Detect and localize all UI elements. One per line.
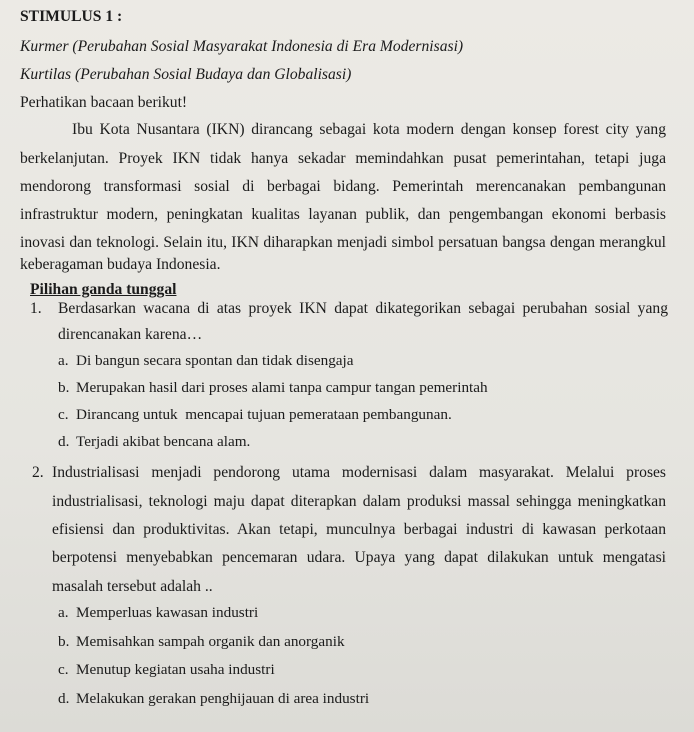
q2-option-d[interactable]: d. Melakukan gerakan penghijauan di area industri	[58, 690, 370, 707]
q1-option-c[interactable]: c. Dirancang untuk mencapai tujuan pemerataan pembangunan.	[58, 406, 452, 423]
subtitle-kurtilas: Kurtilas (Perubahan Sosial Budaya dan Globalisasi)	[20, 66, 352, 83]
q2-option-c[interactable]: c. Menutup kegiatan usaha industri	[58, 661, 275, 678]
q2-option-b[interactable]: b. Memisahkan sampah organik dan anorganik	[58, 633, 345, 650]
passage-line: infrastruktur modern, peningkatan kualitas layanan publik, dan pengembangan ekonomi berbasis	[20, 206, 666, 223]
question-2-text: Industrialisasi menjadi pendorong utama modernisasi dalam masyarakat. Melalui proses	[52, 464, 666, 481]
q1-option-d[interactable]: d. Terjadi akibat bencana alam.	[58, 433, 251, 450]
subtitle-kurmer: Kurmer (Perubahan Sosial Masyarakat Indonesia di Era Modernisasi)	[20, 38, 464, 55]
q1-option-b[interactable]: b. Merupakan hasil dari proses alami tanpa campur tangan pemerintah	[58, 379, 488, 396]
passage-line: inovasi dan teknologi. Selain itu, IKN diharapkan menjadi simbol persatuan bangsa dengan merangkul	[20, 234, 666, 251]
question-2-number: 2.	[32, 464, 44, 481]
question-1-number: 1.	[30, 300, 42, 317]
question-2-text: efisiensi dan produktivitas. Akan tetapi, munculnya berbagai industri di kawasan perkotaan	[52, 521, 666, 538]
instruction: Perhatikan bacaan berikut!	[20, 94, 188, 111]
stimulus-heading: STIMULUS 1 :	[20, 8, 123, 25]
question-2-text: berpotensi menyebabkan pencemaran udara. Upaya yang dapat dilakukan untuk mengatasi	[52, 549, 666, 566]
q1-option-a[interactable]: a. Di bangun secara spontan dan tidak disengaja	[58, 352, 354, 369]
passage-line: mendorong transformasi sosial di berbagai bidang. Pemerintah merencanakan pembangunan	[20, 178, 666, 195]
question-1-text-cont: direncanakan karena…	[58, 326, 203, 343]
passage-line: keberagaman budaya Indonesia.	[20, 256, 221, 273]
question-1-text: Berdasarkan wacana di atas proyek IKN dapat dikategorikan sebagai perubahan sosial yang	[58, 300, 668, 317]
section-label: Pilihan ganda tunggal	[30, 281, 177, 298]
question-2-text: industrialisasi, teknologi maju dapat diterapkan dalam produksi massal sehingga meningkatkan	[52, 493, 666, 510]
passage-line: Ibu Kota Nusantara (IKN) dirancang sebagai kota modern dengan konsep forest city yang	[72, 121, 666, 138]
passage-line: berkelanjutan. Proyek IKN tidak hanya sekadar memindahkan pusat pemerintahan, tetapi juga	[20, 150, 666, 167]
question-2-text-cont: masalah tersebut adalah ..	[52, 578, 213, 595]
q2-option-a[interactable]: a. Memperluas kawasan industri	[58, 604, 259, 621]
